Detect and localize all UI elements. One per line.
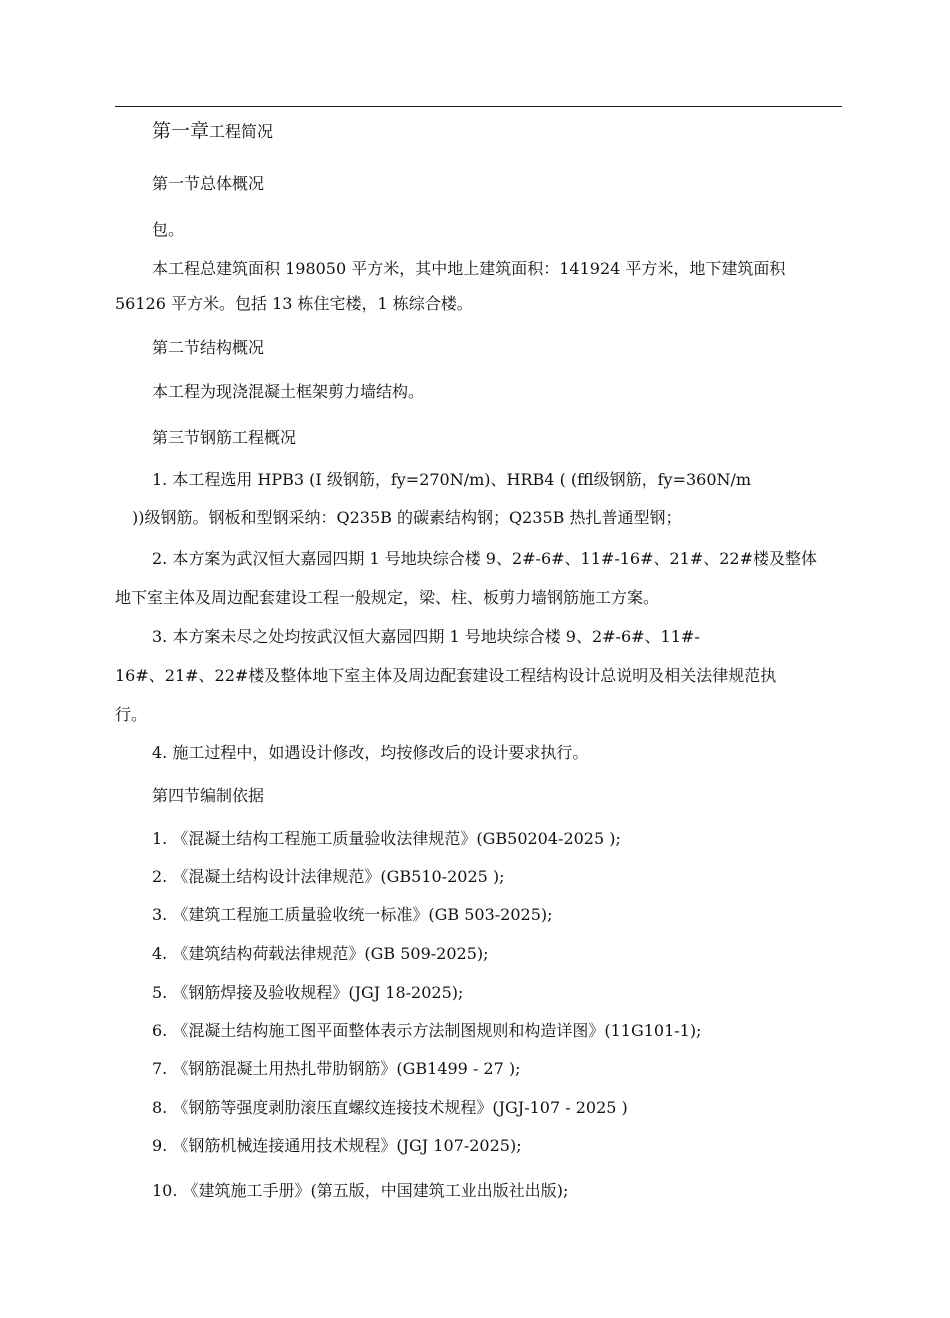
section-3-item-3-line-1: 3. 本方案未尽之处均按武汉恒大嘉园四期 1 号地块综合楼 9、2#-6#、11#- — [152, 627, 700, 646]
section-3-item-2-line-2: 地下室主体及周边配套建设工程一般规定，梁、柱、板剪力墙钢筋施工方案。 — [115, 588, 660, 607]
reference-item: 1. 《混凝土结构工程施工质量验收法律规范》(GB50204-2025 ); — [152, 829, 621, 848]
section-1-para-2-line-1: 本工程总建筑面积 198050 平方米，其中地上建筑面积：141924 平方米，地下建筑面积 — [152, 259, 786, 278]
reference-item: 5. 《钢筋焊接及验收规程》(JGJ 18-2025); — [152, 983, 464, 1002]
section-3-item-1-line-1: 1. 本工程选用 HPB3 (I 级钢筋，fy=270N/m)、HRB4 ( (ffl级钢筋，fy=360N/m — [152, 470, 752, 489]
section-1-para-1: 包。 — [152, 220, 185, 239]
section-1-title: 第一节总体概况 — [152, 174, 265, 193]
header-rule — [115, 106, 842, 107]
section-3-item-3-line-3: 行。 — [115, 705, 148, 724]
reference-item: 8. 《钢筋等强度剥肋滚压直螺纹连接技术规程》(JGJ-107 - 2025 ) — [152, 1098, 628, 1117]
section-1-para-2-line-2: 56126 平方米。包括 13 栋住宅楼，1 栋综合楼。 — [115, 294, 473, 313]
chapter-title: 工程简况 — [209, 122, 274, 141]
section-2-title: 第二节结构概况 — [152, 338, 265, 357]
section-3-item-2-line-1: 2. 本方案为武汉恒大嘉园四期 1 号地块综合楼 9、2#-6#、11#-16#、21#、22#楼及整体 — [152, 549, 818, 568]
reference-item: 10. 《建筑施工手册》(第五版，中国建筑工业出版社出版); — [152, 1181, 569, 1200]
chapter-number: 第一章 — [152, 120, 210, 142]
reference-item: 6. 《混凝土结构施工图平面整体表示方法制图规则和构造详图》(11G101-1); — [152, 1021, 702, 1040]
section-3-item-4: 4. 施工过程中，如遇设计修改，均按修改后的设计要求执行。 — [152, 743, 589, 762]
reference-item: 9. 《钢筋机械连接通用技术规程》(JGJ 107-2025); — [152, 1136, 522, 1155]
chapter-heading — [152, 120, 273, 143]
section-2-para-1: 本工程为现浇混凝土框架剪力墙结构。 — [152, 382, 425, 401]
section-3-item-3-line-2: 16#、21#、22#楼及整体地下室主体及周边配套建设工程结构设计总说明及相关法律规范执 — [115, 666, 777, 685]
section-3-title: 第三节钢筋工程概况 — [152, 428, 297, 447]
reference-item: 3. 《建筑工程施工质量验收统一标准》(GB 503-2025); — [152, 905, 553, 924]
section-4-title: 第四节编制依据 — [152, 786, 265, 805]
reference-item: 2. 《混凝土结构设计法律规范》(GB510-2025 ); — [152, 867, 505, 886]
reference-item: 4. 《建筑结构荷载法律规范》(GB 509-2025); — [152, 944, 489, 963]
reference-item: 7. 《钢筋混凝土用热扎带肋钢筋》(GB1499 - 27 ); — [152, 1059, 521, 1078]
section-3-item-1-line-2: ))级钢筋。钢板和型钢采纳：Q235B 的碳素结构钢；Q235B 热扎普通型钢； — [132, 508, 682, 527]
